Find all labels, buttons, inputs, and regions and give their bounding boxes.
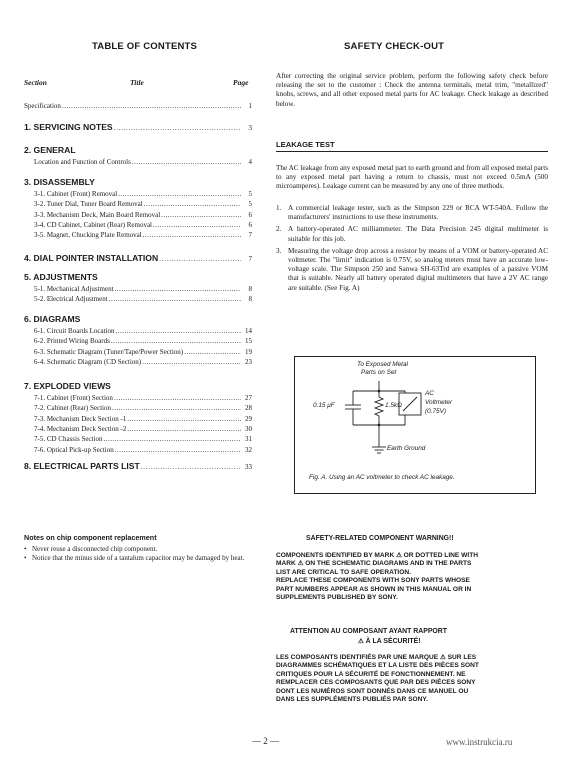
toc-entry-page: 28 — [245, 404, 252, 413]
toc-leader-dots — [127, 415, 241, 423]
toc-leader-dots — [111, 337, 241, 345]
toc-entry[interactable] — [34, 231, 252, 239]
toc-leader-dots — [103, 435, 241, 443]
toc-leader-dots — [127, 425, 241, 433]
toc-entry-label: 5-1. Mechanical Adjustment — [34, 285, 114, 293]
toc-leader-dots — [118, 190, 241, 198]
warning-triangle-icon: ⚠ — [396, 552, 402, 559]
junction-dot — [378, 390, 381, 393]
toc-entry-page: 4 — [248, 158, 252, 166]
toc-section-heading[interactable] — [24, 253, 252, 263]
toc-entry-page: 30 — [245, 424, 252, 433]
figure-label-top-1: To Exposed Metal — [357, 361, 408, 368]
voltmeter-label-2: Voltmeter — [425, 399, 453, 406]
toc-entry-page: 5 — [248, 200, 252, 209]
toc-entry[interactable] — [34, 358, 252, 366]
chip-notes-heading: Notes on chip component replacement — [24, 533, 157, 542]
method-item: 2. A battery-operated AC milliammeter. The Data Precision 245 digital multimeter is suitable for this job. — [276, 225, 548, 243]
toc-entry-label: 7-4. Mechanism Deck Section -2 — [34, 424, 127, 433]
toc-entry-label: 7-1. Cabinet (Front) Section — [34, 394, 113, 402]
toc-section-heading[interactable] — [24, 145, 252, 155]
toc-entry[interactable] — [34, 211, 252, 219]
toc-col-title: Title — [130, 78, 144, 87]
toc-entry-label: 6-4. Schematic Diagram (CD Section) — [34, 357, 142, 366]
toc-section-label: 6. DIAGRAMS — [24, 314, 81, 324]
toc-entry-page: 19 — [245, 347, 252, 356]
toc-leader-dots — [141, 464, 241, 471]
toc-leader-dots — [184, 348, 241, 356]
toc-leader-dots — [115, 285, 241, 293]
toc-entry-label: 6-1. Circuit Boards Location — [34, 327, 115, 335]
toc-leader-dots — [115, 327, 241, 335]
warning-triangle-icon: ⚠ — [297, 560, 304, 568]
toc-entry-label: 3-5. Magnet, Chucking Plate Removal — [34, 231, 142, 240]
figure-caption: Fig. A. Using an AC voltmeter to check AC leakage. — [309, 474, 455, 481]
safety-heading: SAFETY CHECK-OUT — [344, 41, 445, 52]
toc-section-heading[interactable] — [24, 272, 252, 282]
method-item: 3. Measuring the voltage drop across a resistor by means of a VOM or battery-operated AC voltmeter. The "limit" indication is 0.75V, so analog meters must have an accurate low-voltage scale. The Simpson 250 and Sanwa SH-63Trd are examples of a passive VOM that is suitable. Nearly all battery operated digital multimeters that have a 2V AC range are suitable. (See Fig. A) — [276, 246, 548, 292]
toc-entry-page: 3 — [248, 124, 252, 132]
leakage-heading-underline — [276, 151, 548, 152]
toc-leader-dots — [132, 158, 241, 166]
toc-entry-label: 3-3. Mechanism Deck, Main Board Removal — [34, 210, 161, 219]
toc-heading: TABLE OF CONTENTS — [92, 41, 198, 52]
toc-entry-page: 1 — [248, 102, 252, 110]
toc-entry-label: 3-4. CD Cabinet, Cabinet (Rear) Removal — [34, 220, 152, 229]
toc-section-heading[interactable] — [24, 461, 252, 471]
leakage-circuit-diagram — [295, 357, 535, 493]
warning-fr-heading-1: ATTENTION AU COMPOSANT AYANT RAPPORT — [290, 628, 447, 635]
toc-entry[interactable] — [34, 415, 252, 423]
voltmeter-label-1: AC — [425, 390, 434, 397]
safety-intro: After correcting the original service problem, perform the following safety check before releasing the set to the customer : Check the antenna terminals, metal trim, "metallized" knobs, screws, and all other exposed metal parts for AC leakage. Check leakage as described below. — [276, 72, 548, 108]
toc-entry[interactable] — [34, 221, 252, 229]
warning-triangle-icon: ⚠ — [358, 638, 364, 645]
toc-entry-label: 5-2. Electrical Adjustment — [34, 295, 108, 304]
toc-entry[interactable] — [34, 327, 252, 335]
toc-entry-label: 3-1. Cabinet (Front) Removal — [34, 190, 118, 198]
toc-entry-page: 27 — [245, 394, 252, 402]
warning-fr-text: LES COMPOSANTS IDENTIFIÉS PAR UNE MARQUE ⚠ SUR LES DIAGRAMMES SCHÉMATIQUES ET LA LISTE DES PIÈCES SONT CRITIQUES POUR LA SÉCURITÉ DE FONCTIONNEMENT. NE REMPLACER CES COMPOSANTS QUE PAR DES PIÈCES SONY DONT LES NUMÉROS SONT DONNÉS DANS CE MANUEL OU DANS LES SUPPLÉMENTS PUBLIÉS PAR SONY. — [276, 654, 479, 704]
toc-entry-page: 8 — [248, 285, 252, 293]
warning-triangle-icon: ⚠ — [440, 654, 446, 661]
warning-fr-heading-2: ⚠ À LA SÉCURITÉ! — [358, 638, 421, 645]
chip-note-item: • Never reuse a disconnected chip component. — [24, 545, 158, 553]
toc-section-heading[interactable] — [24, 122, 252, 132]
toc-entry[interactable] — [34, 446, 252, 454]
toc-entry-page: 29 — [245, 414, 252, 423]
toc-leader-dots — [153, 221, 241, 229]
warning-en-heading: SAFETY-RELATED COMPONENT WARNING!! — [306, 535, 454, 542]
toc-entry-label: 6-2. Printed Wiring Boards — [34, 337, 110, 346]
leakage-test-heading: LEAKAGE TEST — [276, 140, 335, 149]
toc-entry[interactable] — [34, 200, 252, 208]
toc-leader-dots — [142, 358, 241, 366]
toc-entry-page: 32 — [245, 445, 252, 454]
leakage-paragraph: The AC leakage from any exposed metal part to earth ground and from all exposed metal parts to any exposed metal part having a return to chassis, must not exceed 0.5mA (500 microamperes). Leakage current can be measured by any one of three methods. — [276, 164, 548, 191]
toc-leader-dots — [62, 102, 241, 110]
toc-leader-dots — [159, 256, 241, 263]
toc-section-label: 8. ELECTRICAL PARTS LIST — [24, 461, 140, 471]
junction-dot — [378, 424, 381, 427]
toc-entry-page: 14 — [245, 327, 252, 335]
toc-leader-dots — [109, 295, 241, 303]
toc-section-heading[interactable] — [24, 381, 252, 391]
toc-leader-dots — [144, 200, 241, 208]
chip-note-item: • Notice that the minus side of a tantalum capacitor may be damaged by heat. — [24, 554, 245, 562]
toc-entry-page: 33 — [245, 463, 252, 471]
toc-entry-page: 23 — [245, 357, 252, 366]
toc-entry[interactable] — [34, 295, 252, 303]
toc-entry-page: 7 — [248, 255, 252, 263]
toc-col-section: Section — [24, 78, 47, 87]
method-item: 1. A commercial leakage tester, such as the Simpson 229 or RCA WT-540A. Follow the manufacturers' instructions to use these instruments. — [276, 204, 548, 222]
figure-a-box — [294, 356, 536, 494]
toc-leader-dots — [143, 231, 241, 239]
toc-entry-page: 31 — [245, 435, 252, 444]
voltmeter-label-3: (0.75V) — [425, 408, 446, 415]
chip-notes-list — [24, 545, 256, 563]
toc-section-label: 3. DISASSEMBLY — [24, 177, 95, 187]
toc-leader-dots — [114, 394, 241, 402]
warning-en-text: COMPONENTS IDENTIFIED BY MARK ⚠ OR DOTTED LINE WITH MARK ⚠ ON THE SCHEMATIC DIAGRAMS AND IN THE PARTS LIST ARE CRITICAL TO SAFE OPERATION. REPLACE THESE COMPONENTS WITH SONY PARTS WHOSE PART NUMBERS APPEAR AS SHOWN IN THIS MANUAL OR IN SUPPLEMENTS PUBLISHED BY SONY. — [276, 552, 478, 602]
toc-entry-label: 3-2. Tuner Dial, Tuner Board Removal — [34, 200, 143, 209]
toc-entry-label: 6-3. Schematic Diagram (Tuner/Tape/Power Section) — [34, 347, 184, 356]
toc-entry-label: 7-5. CD Chassis Section — [34, 435, 103, 444]
toc-entry[interactable] — [34, 285, 252, 293]
toc-section-heading[interactable] — [24, 177, 252, 187]
toc-entry[interactable] — [34, 435, 252, 443]
figure-label-top-2: Parts on Set — [361, 369, 397, 376]
toc-section-label: 1. SERVICING NOTES — [24, 122, 113, 132]
toc-section-heading[interactable] — [24, 314, 252, 324]
toc-entry[interactable] — [34, 394, 252, 402]
toc-col-page: Page — [233, 78, 249, 87]
toc-entry-page: 15 — [245, 337, 252, 346]
toc-entry[interactable] — [34, 404, 252, 412]
toc-entry-label: 7-3. Mechanism Deck Section -1 — [34, 414, 127, 423]
earth-ground-label: Earth Ground — [387, 445, 426, 452]
toc-section-label: 4. DIAL POINTER INSTALLATION — [24, 253, 159, 263]
resistor-label: 1.5kΩ — [385, 402, 402, 409]
toc-section-label: 5. ADJUSTMENTS — [24, 272, 98, 282]
page-number: — 2 — — [252, 736, 279, 746]
toc-entry[interactable] — [34, 348, 252, 356]
toc-entry-label: Location and Function of Controls — [34, 158, 131, 166]
toc-leader-dots — [112, 404, 241, 412]
toc-entry[interactable] — [34, 337, 252, 345]
toc-entry-label: 7-2. Cabinet (Rear) Section — [34, 404, 111, 413]
toc-entry[interactable] — [34, 158, 252, 166]
toc-leader-dots — [161, 211, 241, 219]
toc-entry-page: 6 — [248, 220, 252, 229]
toc-entry-page: 6 — [248, 210, 252, 219]
toc-entry[interactable] — [34, 190, 252, 198]
toc-entry[interactable] — [34, 425, 252, 433]
toc-entry-page: 7 — [248, 231, 252, 240]
toc-section-label: 7. EXPLODED VIEWS — [24, 381, 111, 391]
toc-entry-specification[interactable] — [24, 102, 252, 110]
toc-leader-dots — [115, 446, 241, 454]
leakage-methods-list — [276, 204, 548, 293]
toc-leader-dots — [114, 125, 241, 132]
toc-entry-page: 8 — [248, 295, 252, 304]
toc-entry-page: 5 — [248, 190, 252, 198]
toc-section-label: 2. GENERAL — [24, 145, 76, 155]
toc-entry-label: 7-6. Optical Pick-up Section — [34, 445, 114, 454]
capacitor-label: 0.15 μF — [313, 402, 335, 409]
watermark-url: www.instrukcia.ru — [446, 737, 513, 747]
toc-entry-label: Specification — [24, 102, 61, 110]
